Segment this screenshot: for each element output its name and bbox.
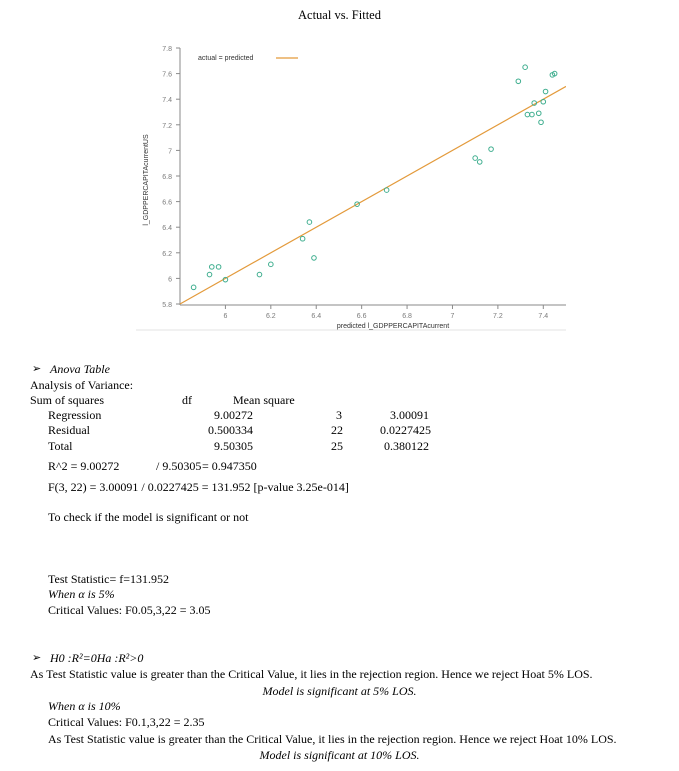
row-ss: 9.50305 (214, 439, 253, 453)
row-df: 25 (331, 439, 343, 453)
data-point (207, 272, 212, 277)
data-point (216, 265, 221, 270)
col-ss-header: Sum of squares (30, 393, 104, 407)
y-tick-label: 7.8 (162, 46, 172, 53)
row-ms: 0.380122 (384, 439, 429, 453)
col-ms-header: Mean square (233, 393, 295, 407)
data-point (384, 188, 389, 193)
data-point (257, 272, 262, 277)
x-tick-label: 6.6 (356, 313, 367, 320)
y-tick-label: 5.8 (162, 302, 172, 309)
critical-10: Critical Values: F0.1,3,22 = 2.35 (48, 715, 205, 729)
data-point (300, 236, 305, 241)
data-point (307, 220, 312, 225)
y-tick-label: 6.6 (162, 199, 172, 207)
data-point (523, 65, 528, 70)
data-point (269, 262, 274, 267)
row-label: Regression (48, 408, 102, 422)
col-df-header: df (182, 393, 192, 407)
x-tick-label: 6.2 (265, 313, 276, 320)
x-tick-label: 6.4 (311, 313, 322, 320)
r2-value-b: / 9.50305 (156, 459, 202, 473)
hypothesis: H0 :R²=0Ha :R²>0 (50, 651, 144, 665)
row-df: 22 (331, 423, 343, 437)
row-ss: 0.500334 (208, 423, 253, 437)
legend-label: actual = predicted (198, 55, 254, 62)
row-ms: 3.00091 (390, 408, 429, 422)
x-axis-label: predicted l_GDPPERCAPITAcurrent (336, 323, 450, 330)
x-tick-label: 7.2 (493, 313, 503, 320)
data-point (536, 111, 541, 116)
bullet-icon: ➢ (32, 652, 42, 664)
row-df: 3 (336, 408, 342, 422)
y-tick-label: 6.2 (162, 250, 172, 258)
significant-5: Model is significant at 5% LOS. (262, 684, 417, 698)
anova-subheading: Analysis of Variance: (30, 378, 134, 392)
r2-value-c: = 0.947350 (202, 459, 257, 473)
data-point (209, 265, 214, 270)
data-point (539, 120, 544, 125)
x-tick-label: 7 (450, 313, 455, 320)
alpha-10: When α is 10% (48, 699, 121, 713)
y-tick-label: 7.6 (162, 71, 172, 79)
x-tick-label: 7.4 (538, 313, 549, 320)
data-point (525, 112, 530, 117)
check-line: To check if the model is significant or not (48, 510, 249, 524)
significant-10: Model is significant at 10% LOS. (259, 748, 420, 762)
reject-10: As Test Statistic value is greater than the Critical Value, it lies in the rejection region. Hence we reject Hoat 10% LOS. (48, 732, 617, 746)
data-point (530, 112, 535, 117)
y-tick-label: 7.2 (162, 122, 172, 130)
row-label: Total (48, 439, 73, 453)
reject-5: As Test Statistic value is greater than the Critical Value, it lies in the rejection region. Hence we reject Hoat 5% LOS. (30, 667, 593, 681)
y-axis-label: l_GDPPERCAPITAcurrentUS (143, 134, 150, 226)
data-point (473, 156, 478, 161)
row-ss: 9.00272 (214, 408, 253, 422)
critical-5: Critical Values: F0.05,3,22 = 3.05 (48, 603, 211, 617)
y-tick-label: 6.4 (162, 225, 172, 233)
x-tick-label: 6.8 (402, 313, 412, 320)
bullet-icon: ➢ (32, 363, 42, 375)
x-tick-label: 6 (223, 313, 228, 320)
data-point (477, 160, 482, 165)
actual-vs-fitted-chart (136, 40, 566, 332)
y-tick-label: 6 (168, 276, 172, 284)
r2-value-a: R^2 = 9.00272 (48, 459, 120, 473)
fitted-line (180, 86, 566, 304)
data-point (312, 256, 317, 261)
y-tick-label: 7 (168, 148, 172, 156)
data-point (191, 285, 196, 290)
row-ms: 0.0227425 (380, 423, 431, 437)
data-point (516, 79, 521, 84)
y-tick-label: 6.8 (162, 174, 172, 181)
alpha-5: When α is 5% (48, 587, 115, 601)
test-statistic: Test Statistic= f=131.952 (48, 572, 170, 586)
data-point (543, 89, 548, 94)
f-statistic-line: F(3, 22) = 3.00091 / 0.0227425 = 131.952 [p-value 3.25e-014] (48, 480, 349, 494)
row-label: Residual (48, 423, 90, 437)
anova-heading: Anova Table (50, 362, 110, 376)
chart-title: Actual vs. Fitted (298, 8, 381, 22)
data-point (541, 99, 546, 104)
data-point (489, 147, 494, 152)
y-tick-label: 7.4 (162, 97, 172, 105)
